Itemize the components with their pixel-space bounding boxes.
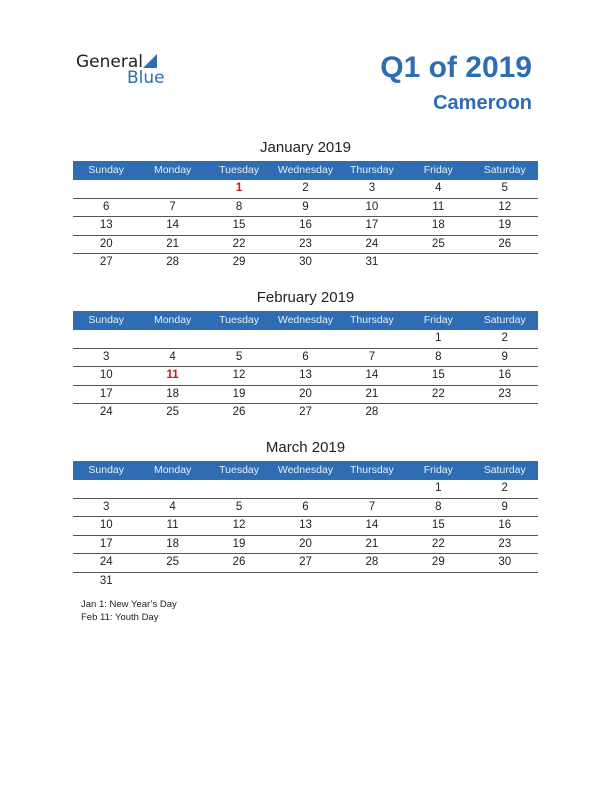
weekday-label: Wednesday	[277, 164, 334, 176]
day-cell: 26	[498, 237, 512, 250]
day-cell: 14	[365, 369, 379, 381]
logo-blue-text: Blue	[127, 68, 165, 88]
day-cell	[405, 573, 471, 591]
weekday-label: Sunday	[88, 314, 125, 326]
logo-general-text: General	[76, 52, 143, 72]
month-title: March 2019	[265, 439, 346, 456]
week-row	[73, 199, 538, 218]
day-cell: 16	[498, 519, 512, 531]
day-cell: 7	[368, 350, 376, 363]
day-cell: 16	[498, 369, 512, 381]
day-cell: 9	[501, 350, 508, 363]
weekday-label: Tuesday	[219, 314, 259, 326]
day-cell: 1	[435, 482, 442, 494]
day-cell: 29	[232, 256, 246, 268]
week-row	[73, 254, 538, 272]
day-cell: 22	[431, 537, 445, 550]
day-cell: 3	[368, 182, 376, 194]
day-cell	[339, 480, 405, 498]
day-cell: 19	[498, 219, 512, 231]
day-cell: 14	[166, 219, 180, 231]
day-cell: 1	[235, 182, 243, 194]
weekday-label: Monday	[153, 164, 192, 176]
week-row	[73, 180, 538, 199]
weekday-label: Tuesday	[219, 164, 259, 176]
day-cell: 30	[498, 556, 512, 568]
weekday-label: Friday	[423, 314, 453, 326]
day-cell: 2	[302, 182, 309, 194]
day-cell	[206, 573, 272, 591]
week-row	[73, 499, 538, 518]
weekday-label: Wednesday	[277, 314, 334, 326]
day-cell: 21	[365, 387, 379, 400]
day-cell: 25	[166, 556, 180, 568]
day-cell: 17	[365, 219, 379, 231]
day-cell	[339, 573, 405, 591]
month-grid	[73, 180, 538, 272]
day-cell	[272, 330, 338, 348]
week-row	[73, 536, 538, 555]
day-cell	[139, 180, 205, 198]
day-cell: 2	[501, 332, 508, 344]
day-cell: 26	[232, 556, 246, 568]
logo-triangle-icon	[143, 54, 157, 68]
day-cell: 5	[501, 182, 508, 194]
month-february	[73, 289, 538, 422]
weekday-label: Tuesday	[219, 464, 259, 476]
month-grid	[73, 480, 538, 590]
day-cell: 25	[431, 237, 445, 250]
day-cell	[139, 573, 205, 591]
day-cell: 16	[299, 219, 312, 231]
day-cell: 10	[99, 519, 113, 531]
day-cell: 27	[299, 406, 312, 418]
day-cell: 1	[435, 332, 442, 344]
day-cell	[206, 330, 272, 348]
day-cell: 9	[501, 500, 508, 513]
country-name: Cameroon	[433, 92, 532, 114]
day-cell: 13	[299, 519, 312, 531]
day-cell: 18	[431, 219, 445, 231]
day-cell: 24	[99, 406, 113, 418]
day-cell: 28	[365, 406, 379, 418]
day-cell	[73, 330, 139, 348]
week-row	[73, 404, 538, 422]
day-cell: 31	[365, 256, 379, 268]
day-cell: 15	[431, 369, 445, 381]
weekday-label: Thursday	[350, 314, 394, 326]
day-cell: 13	[99, 219, 113, 231]
day-cell: 20	[299, 387, 312, 400]
day-cell: 3	[103, 350, 110, 363]
day-cell: 3	[103, 500, 110, 513]
weekday-label: Sunday	[88, 464, 125, 476]
day-cell	[139, 330, 205, 348]
day-cell: 31	[99, 574, 113, 587]
month-grid	[73, 330, 538, 422]
day-cell: 28	[365, 556, 379, 568]
week-row	[73, 480, 538, 499]
day-cell: 18	[166, 537, 180, 550]
day-cell: 11	[432, 200, 445, 213]
week-row	[73, 330, 538, 349]
day-cell	[472, 404, 538, 422]
day-cell: 8	[435, 500, 442, 513]
day-cell: 17	[99, 387, 113, 400]
weekday-label: Thursday	[350, 464, 394, 476]
day-cell: 12	[232, 519, 246, 531]
day-cell: 26	[232, 406, 246, 418]
weekday-label: Monday	[153, 314, 192, 326]
day-cell	[272, 480, 338, 498]
weekday-label: Wednesday	[277, 464, 334, 476]
day-cell: 5	[235, 350, 243, 363]
week-row	[73, 386, 538, 405]
week-row	[73, 554, 538, 573]
week-row	[73, 217, 538, 236]
weekday-label: Saturday	[483, 164, 526, 176]
weekday-header	[73, 161, 538, 180]
day-cell: 19	[232, 387, 246, 400]
day-cell: 24	[365, 237, 379, 250]
day-cell: 18	[166, 387, 180, 400]
day-cell	[139, 480, 205, 498]
day-cell: 23	[498, 387, 512, 400]
day-cell: 28	[166, 256, 180, 268]
day-cell: 21	[365, 537, 379, 550]
day-cell: 2	[501, 482, 508, 494]
day-cell: 27	[99, 256, 113, 268]
day-cell: 29	[431, 556, 445, 568]
day-cell: 15	[431, 519, 445, 531]
day-cell	[405, 254, 471, 272]
day-cell: 6	[302, 350, 309, 363]
day-cell: 5	[235, 500, 243, 513]
day-cell: 4	[169, 500, 176, 513]
day-cell: 19	[232, 537, 246, 550]
day-cell	[339, 330, 405, 348]
day-cell	[472, 573, 538, 591]
day-cell	[272, 573, 338, 591]
day-cell: 20	[99, 237, 113, 250]
day-cell	[405, 404, 471, 422]
day-cell	[472, 254, 538, 272]
day-cell: 27	[299, 556, 312, 568]
week-row	[73, 517, 538, 536]
month-title: February 2019	[256, 289, 355, 306]
weekday-header	[73, 311, 538, 330]
weekday-label: Friday	[423, 164, 453, 176]
day-cell: 6	[103, 200, 110, 213]
week-row	[73, 349, 538, 368]
day-cell: 21	[166, 237, 180, 250]
month-march	[73, 439, 538, 590]
day-cell: 17	[99, 537, 113, 550]
day-cell: 22	[431, 387, 445, 400]
day-cell: 23	[498, 537, 512, 550]
page-title: Q1 of 2019	[380, 51, 532, 84]
month-title: January 2019	[260, 139, 351, 156]
day-cell: 11	[166, 519, 179, 531]
holiday-notes	[81, 598, 177, 624]
day-cell: 12	[232, 369, 246, 381]
weekday-label: Saturday	[483, 314, 526, 326]
day-cell	[73, 180, 139, 198]
day-cell: 8	[435, 350, 442, 363]
day-cell: 9	[302, 200, 309, 213]
day-cell: 15	[232, 219, 246, 231]
week-row	[73, 236, 538, 255]
weekday-label: Saturday	[483, 464, 526, 476]
day-cell: 6	[302, 500, 309, 513]
day-cell: 23	[299, 237, 312, 250]
day-cell: 7	[368, 500, 376, 513]
weekday-label: Friday	[423, 464, 453, 476]
day-cell: 12	[498, 200, 512, 213]
day-cell	[206, 480, 272, 498]
weekday-header	[73, 461, 538, 480]
day-cell: 13	[299, 369, 312, 381]
day-cell: 24	[99, 556, 113, 568]
month-january	[73, 139, 538, 272]
holiday-note: Jan 1: New Year’s Day	[81, 599, 177, 610]
day-cell: 11	[166, 369, 179, 381]
day-cell: 20	[299, 537, 312, 550]
day-cell: 22	[232, 237, 246, 250]
weekday-label: Thursday	[350, 164, 394, 176]
day-cell: 4	[169, 350, 176, 363]
day-cell: 10	[365, 200, 379, 213]
day-cell: 8	[235, 200, 243, 213]
week-row	[73, 573, 538, 591]
holiday-note: Feb 11: Youth Day	[81, 612, 159, 623]
day-cell: 4	[435, 182, 442, 194]
day-cell	[73, 480, 139, 498]
day-cell: 25	[166, 406, 180, 418]
day-cell: 10	[99, 369, 113, 381]
weekday-label: Monday	[153, 464, 192, 476]
day-cell: 30	[299, 256, 312, 268]
day-cell: 7	[169, 200, 176, 213]
weekday-label: Sunday	[88, 164, 125, 176]
day-cell: 14	[365, 519, 379, 531]
week-row	[73, 367, 538, 386]
